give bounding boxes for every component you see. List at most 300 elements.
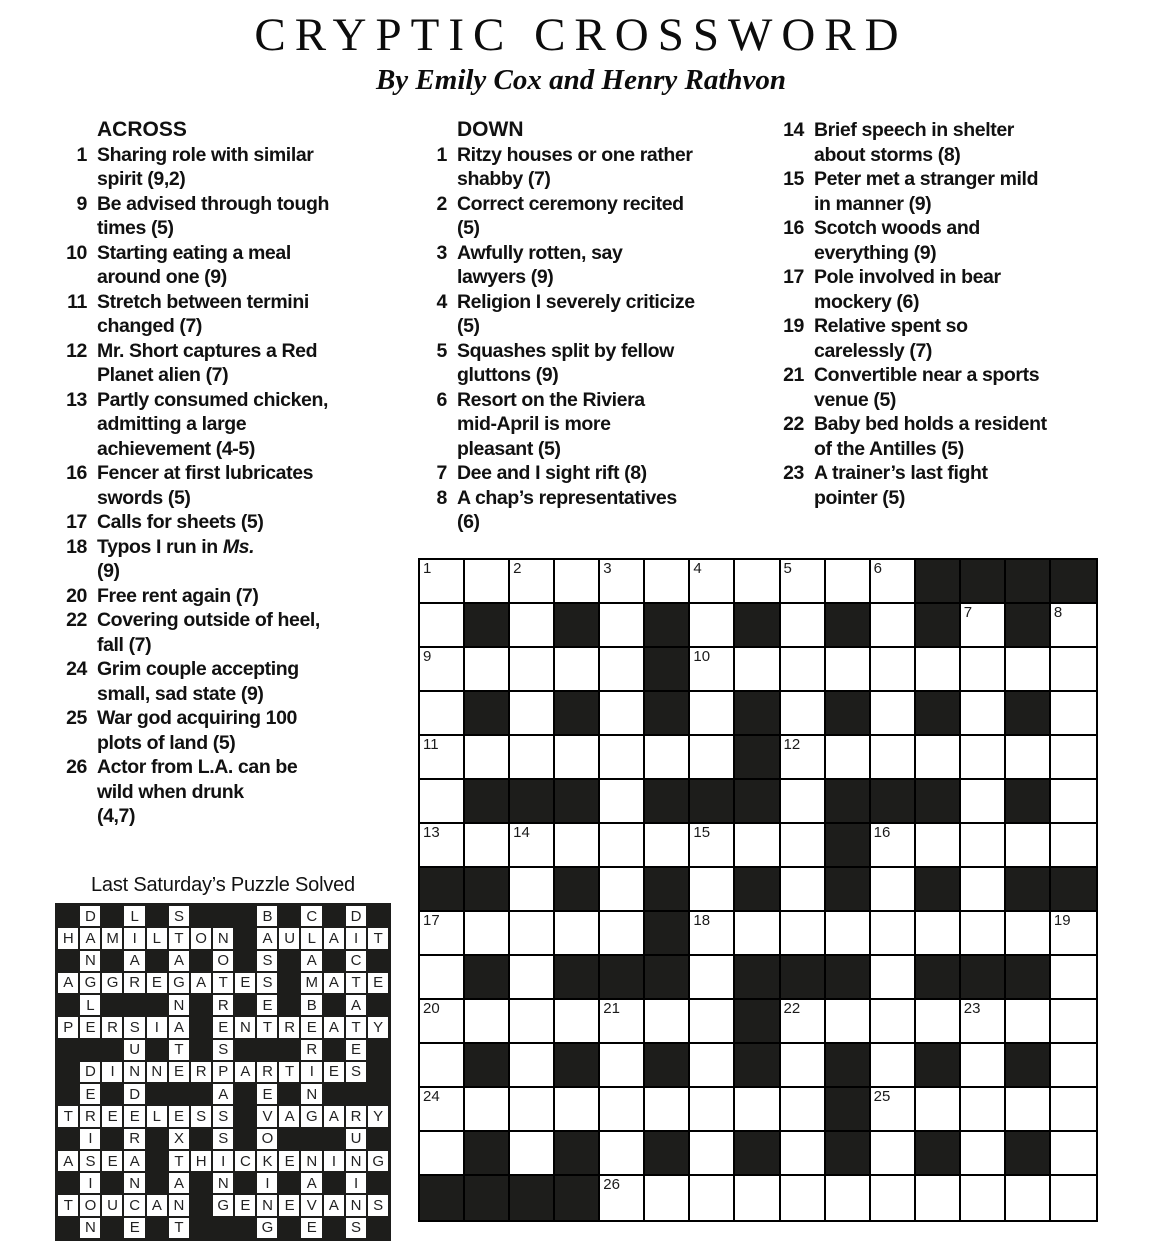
grid-cell[interactable]	[781, 1000, 826, 1044]
grid-cell[interactable]	[645, 1000, 690, 1044]
solved-letter: T	[63, 1108, 73, 1126]
grid-cell[interactable]	[1006, 1088, 1051, 1132]
grid-cell[interactable]	[465, 648, 510, 692]
grid-cell-black	[465, 604, 510, 648]
solved-letter: E	[240, 974, 250, 992]
grid-cell[interactable]	[871, 692, 916, 736]
grid-cell[interactable]	[510, 1088, 555, 1132]
grid-cell[interactable]	[420, 1132, 465, 1176]
grid-cell-black	[826, 956, 871, 1000]
solved-cell	[80, 1084, 100, 1104]
solved-letter: Y	[373, 1018, 383, 1036]
solved-cell-black	[102, 1084, 122, 1104]
grid-cell[interactable]	[735, 824, 780, 868]
solved-cell-black	[368, 906, 388, 926]
solved-cell	[102, 1151, 122, 1171]
grid-cell[interactable]	[871, 736, 916, 780]
grid-cell-black	[916, 956, 961, 1000]
solved-cell-black	[235, 1173, 255, 1193]
grid-cell[interactable]	[600, 648, 645, 692]
grid-cell-black	[645, 912, 690, 956]
grid-cell[interactable]	[916, 736, 961, 780]
grid-cell[interactable]	[690, 604, 735, 648]
clue-down-6	[415, 388, 753, 462]
grid-cell[interactable]	[1051, 912, 1096, 956]
solved-letter: N	[173, 1197, 184, 1215]
grid-cell[interactable]	[555, 648, 600, 692]
solved-letter: N	[262, 1197, 273, 1215]
solved-cell-black	[235, 1129, 255, 1149]
solved-cell	[169, 1129, 189, 1149]
grid-cell-black	[826, 1044, 871, 1088]
grid-cell[interactable]	[1051, 604, 1096, 648]
grid-cell[interactable]	[781, 692, 826, 736]
grid-cell[interactable]	[1051, 1044, 1096, 1088]
grid-cell[interactable]	[690, 1088, 735, 1132]
grid-cell[interactable]	[735, 1176, 780, 1220]
grid-cell-black	[555, 868, 600, 912]
grid-cell[interactable]	[871, 824, 916, 868]
solved-cell	[257, 928, 277, 948]
grid-cell[interactable]	[871, 868, 916, 912]
solved-letter: G	[106, 974, 118, 992]
grid-cell-black	[690, 780, 735, 824]
grid-cell-black	[826, 824, 871, 868]
grid-cell[interactable]	[961, 604, 1006, 648]
solved-cell	[147, 973, 167, 993]
solved-cell	[58, 973, 78, 993]
grid-cell[interactable]	[645, 560, 690, 604]
clue-across-17	[55, 510, 393, 535]
grid-cell[interactable]	[871, 560, 916, 604]
grid-cell[interactable]	[555, 1000, 600, 1044]
grid-cell-black	[645, 1044, 690, 1088]
solved-letter: R	[195, 1063, 207, 1081]
grid-cell[interactable]	[510, 692, 555, 736]
grid-cell[interactable]	[735, 912, 780, 956]
clue-down-5	[415, 339, 753, 388]
grid-cell[interactable]	[465, 1000, 510, 1044]
solved-letter: N	[350, 1152, 361, 1170]
solved-cell-black	[58, 1218, 78, 1238]
grid-cell[interactable]	[735, 1088, 780, 1132]
solved-cell	[191, 973, 211, 993]
clue-text: Scotch woods and everything (9)	[814, 217, 980, 264]
solved-letter: U	[350, 1130, 361, 1148]
grid-cell-black	[555, 1176, 600, 1220]
solved-cell	[324, 928, 344, 948]
grid-cell[interactable]	[871, 648, 916, 692]
grid-cell-black	[555, 956, 600, 1000]
solved-letter: G	[261, 1219, 273, 1237]
solved-cell	[147, 1195, 167, 1215]
grid-cell[interactable]	[420, 824, 465, 868]
grid-cell[interactable]	[420, 912, 465, 956]
grid-cell[interactable]	[645, 736, 690, 780]
grid-cell[interactable]	[510, 868, 555, 912]
solved-cell	[213, 1017, 233, 1037]
grid-cell[interactable]	[826, 560, 871, 604]
grid-cell[interactable]	[871, 1044, 916, 1088]
grid-cell[interactable]	[871, 1176, 916, 1220]
grid-cell[interactable]	[916, 824, 961, 868]
grid-cell[interactable]	[1051, 1132, 1096, 1176]
solved-cell-black	[324, 906, 344, 926]
grid-cell[interactable]	[781, 780, 826, 824]
solved-cell-black	[58, 1173, 78, 1193]
solved-letter: B	[306, 996, 317, 1014]
solved-letter: N	[129, 1174, 140, 1192]
grid-cell[interactable]	[465, 560, 510, 604]
grid-cell[interactable]	[1051, 1000, 1096, 1044]
grid-cell-black	[555, 1044, 600, 1088]
solved-cell-black	[80, 1040, 100, 1060]
cell-number: 21	[603, 1000, 620, 1017]
grid-cell[interactable]	[600, 736, 645, 780]
solved-letter: S	[218, 1108, 228, 1126]
solved-cell-black	[102, 906, 122, 926]
grid-cell[interactable]	[781, 604, 826, 648]
grid-cell[interactable]	[871, 604, 916, 648]
grid-cell[interactable]	[1006, 1176, 1051, 1220]
solved-cell	[102, 973, 122, 993]
grid-cell[interactable]	[645, 824, 690, 868]
solved-letter: N	[173, 996, 184, 1014]
grid-cell[interactable]	[916, 1176, 961, 1220]
clue-text: Starting eating a meal around one (9)	[97, 241, 291, 288]
solved-cell-black	[368, 1084, 388, 1104]
grid-cell[interactable]	[961, 1000, 1006, 1044]
grid-cell-black	[465, 1044, 510, 1088]
grid-cell[interactable]	[1006, 824, 1051, 868]
solved-letter: A	[173, 952, 184, 970]
clue-down-8	[415, 486, 753, 535]
grid-cell[interactable]	[510, 1000, 555, 1044]
clue-number: 9	[76, 192, 87, 215]
solved-cell-black	[235, 928, 255, 948]
grid-cell[interactable]	[1051, 692, 1096, 736]
solved-letter: T	[63, 1197, 73, 1215]
grid-cell[interactable]	[555, 736, 600, 780]
solved-cell	[124, 973, 144, 993]
solved-letter: R	[129, 974, 140, 992]
solved-letter: A	[85, 929, 95, 947]
grid-cell[interactable]	[465, 736, 510, 780]
grid-cell[interactable]	[690, 956, 735, 1000]
solved-cell	[235, 1151, 255, 1171]
solved-cell	[324, 973, 344, 993]
solved-letter: E	[85, 1085, 95, 1103]
grid-cell[interactable]	[961, 868, 1006, 912]
grid-cell[interactable]	[781, 1176, 826, 1220]
grid-cell[interactable]	[600, 1044, 645, 1088]
grid-cell[interactable]	[690, 648, 735, 692]
grid-cell[interactable]	[690, 692, 735, 736]
grid-cell[interactable]	[781, 1088, 826, 1132]
grid-cell[interactable]	[420, 692, 465, 736]
clue-text: War god acquiring 100 plots of land (5)	[97, 707, 297, 754]
grid-cell-black	[735, 1132, 780, 1176]
solved-letter: X	[173, 1130, 184, 1148]
grid-cell[interactable]	[961, 692, 1006, 736]
solved-letter: N	[217, 929, 229, 947]
clue-number: 21	[783, 364, 804, 386]
grid-cell[interactable]	[420, 1044, 465, 1088]
solved-cell	[301, 1017, 321, 1037]
grid-cell[interactable]	[600, 1000, 645, 1044]
grid-cell[interactable]	[690, 736, 735, 780]
grid-cell[interactable]	[600, 824, 645, 868]
solved-cell	[346, 1129, 366, 1149]
solved-cell-black	[213, 1218, 233, 1238]
solved-cell-black	[235, 995, 255, 1015]
solved-letter: S	[262, 952, 273, 970]
grid-cell-black	[510, 780, 555, 824]
grid-cell[interactable]	[690, 560, 735, 604]
solved-letter: E	[284, 1152, 295, 1170]
grid-cell[interactable]	[510, 912, 555, 956]
grid-cell[interactable]	[690, 1000, 735, 1044]
grid-cell[interactable]	[645, 1176, 690, 1220]
grid-cell[interactable]	[916, 1000, 961, 1044]
clue-number: 24	[66, 658, 87, 680]
clue-number: 10	[66, 241, 87, 264]
grid-cell[interactable]	[420, 604, 465, 648]
cell-number: 9	[423, 648, 432, 665]
solved-cell	[124, 928, 144, 948]
grid-cell[interactable]	[690, 1132, 735, 1176]
grid-cell[interactable]	[1006, 912, 1051, 956]
grid-cell[interactable]	[420, 648, 465, 692]
solved-letter: A	[351, 996, 361, 1014]
grid-cell[interactable]	[600, 780, 645, 824]
grid-cell[interactable]	[510, 604, 555, 648]
grid-cell[interactable]	[1051, 780, 1096, 824]
solved-cell	[368, 1151, 388, 1171]
grid-cell[interactable]	[420, 780, 465, 824]
solved-cell-black	[235, 1084, 255, 1104]
grid-cell[interactable]	[961, 824, 1006, 868]
grid-cell[interactable]	[826, 1000, 871, 1044]
solved-letter: R	[262, 1063, 273, 1081]
grid-cell[interactable]	[1051, 736, 1096, 780]
grid-cell-black	[645, 956, 690, 1000]
solved-cell-black	[279, 906, 299, 926]
solved-cell-black	[368, 1062, 388, 1082]
solved-cell	[58, 1195, 78, 1215]
solved-cell	[368, 1195, 388, 1215]
grid-cell[interactable]	[781, 868, 826, 912]
solved-letter: E	[85, 1018, 95, 1036]
grid-cell[interactable]	[961, 912, 1006, 956]
grid-cell[interactable]	[871, 1000, 916, 1044]
grid-cell[interactable]	[961, 780, 1006, 824]
grid-cell[interactable]	[1051, 824, 1096, 868]
grid-cell[interactable]	[600, 868, 645, 912]
grid-cell[interactable]	[871, 1132, 916, 1176]
solved-cell-black	[279, 995, 299, 1015]
grid-cell[interactable]	[510, 560, 555, 604]
grid-cell[interactable]	[420, 736, 465, 780]
grid-cell[interactable]	[826, 648, 871, 692]
clue-number: 18	[66, 535, 87, 558]
cell-number: 4	[693, 560, 702, 577]
solved-letter: A	[196, 974, 206, 992]
solved-cell	[346, 928, 366, 948]
solved-cell	[147, 1062, 167, 1082]
grid-cell[interactable]	[420, 1000, 465, 1044]
cell-number: 23	[963, 1000, 981, 1017]
grid-cell[interactable]	[826, 736, 871, 780]
grid-cell[interactable]	[826, 912, 871, 956]
grid-cell[interactable]	[1006, 736, 1051, 780]
grid-cell-black	[645, 780, 690, 824]
grid-cell[interactable]	[781, 912, 826, 956]
grid-cell-black	[555, 780, 600, 824]
grid-cell[interactable]	[961, 1088, 1006, 1132]
grid-cell[interactable]	[510, 736, 555, 780]
grid-cell[interactable]	[781, 1044, 826, 1088]
solved-cell	[346, 1106, 366, 1126]
solved-cell	[80, 973, 100, 993]
grid-cell-black	[735, 604, 780, 648]
grid-cell[interactable]	[871, 956, 916, 1000]
across-clue-list	[55, 143, 393, 829]
grid-cell[interactable]	[645, 1088, 690, 1132]
grid-cell[interactable]	[420, 956, 465, 1000]
across-clues-column	[55, 118, 393, 829]
grid-cell[interactable]	[735, 560, 780, 604]
grid-cell[interactable]	[510, 824, 555, 868]
clue-text: Resort on the Riviera mid-April is more pleasant (5)	[457, 388, 645, 460]
solved-letter: G	[217, 1197, 229, 1215]
grid-cell[interactable]	[600, 692, 645, 736]
grid-cell[interactable]	[510, 956, 555, 1000]
solved-cell	[346, 1218, 366, 1238]
grid-cell[interactable]	[781, 560, 826, 604]
solved-cell	[169, 973, 189, 993]
cell-number: 16	[873, 824, 891, 841]
grid-cell[interactable]	[420, 560, 465, 604]
solved-puzzle-heading: Last Saturday’s Puzzle Solved	[91, 874, 355, 896]
grid-cell[interactable]	[961, 1176, 1006, 1220]
grid-cell[interactable]	[961, 1132, 1006, 1176]
grid-cell[interactable]	[465, 912, 510, 956]
grid-cell[interactable]	[600, 1088, 645, 1132]
solved-letter: H	[62, 929, 74, 947]
solved-cell	[169, 1062, 189, 1082]
grid-cell[interactable]	[1051, 1088, 1096, 1132]
solved-letter: U	[284, 929, 295, 947]
clue-text: Partly consumed chicken, admitting a large achievement (4-5)	[97, 388, 328, 460]
grid-cell[interactable]	[600, 1176, 645, 1220]
solved-letter: L	[307, 929, 316, 947]
grid-cell[interactable]	[690, 1176, 735, 1220]
grid-cell[interactable]	[600, 912, 645, 956]
grid-cell[interactable]	[916, 648, 961, 692]
solved-letter: S	[129, 1018, 140, 1036]
solved-cell	[257, 1017, 277, 1037]
grid-cell[interactable]	[961, 648, 1006, 692]
grid-cell-black	[826, 692, 871, 736]
solved-letter: E	[351, 1041, 361, 1059]
grid-cell[interactable]	[961, 736, 1006, 780]
grid-cell[interactable]	[781, 824, 826, 868]
solved-cell	[80, 1218, 100, 1238]
grid-cell[interactable]	[1051, 956, 1096, 1000]
clue-down-4	[415, 290, 753, 339]
grid-cell[interactable]	[961, 1044, 1006, 1088]
grid-cell[interactable]	[781, 1132, 826, 1176]
grid-cell[interactable]	[600, 604, 645, 648]
grid-cell[interactable]	[916, 1088, 961, 1132]
clue-text: Covering outside of heel, fall (7)	[97, 609, 320, 656]
grid-cell[interactable]	[735, 648, 780, 692]
grid-cell[interactable]	[555, 824, 600, 868]
grid-cell[interactable]	[690, 824, 735, 868]
down-clue-list-continued	[772, 118, 1104, 510]
grid-cell[interactable]	[1006, 648, 1051, 692]
solved-letter: S	[218, 1130, 228, 1148]
grid-cell[interactable]	[510, 1044, 555, 1088]
grid-cell[interactable]	[1051, 1176, 1096, 1220]
grid-cell[interactable]	[690, 1044, 735, 1088]
grid-cell[interactable]	[555, 1088, 600, 1132]
grid-cell[interactable]	[1051, 648, 1096, 692]
solved-cell-black	[191, 1195, 211, 1215]
solved-letter: I	[221, 1152, 225, 1170]
solved-letter: Y	[373, 1108, 383, 1126]
grid-cell[interactable]	[1006, 1000, 1051, 1044]
grid-cell[interactable]	[600, 560, 645, 604]
grid-cell-black	[916, 868, 961, 912]
grid-cell[interactable]	[871, 1088, 916, 1132]
solved-cell-black	[58, 906, 78, 926]
grid-cell[interactable]	[420, 1088, 465, 1132]
grid-cell[interactable]	[871, 912, 916, 956]
grid-cell[interactable]	[555, 912, 600, 956]
grid-cell[interactable]	[781, 736, 826, 780]
grid-cell[interactable]	[465, 824, 510, 868]
solved-letter: N	[129, 1063, 140, 1081]
solved-cell-black	[235, 951, 255, 971]
grid-cell-black	[1006, 1132, 1051, 1176]
solved-letter: L	[130, 907, 139, 925]
clue-across-9	[55, 192, 393, 241]
grid-cell[interactable]	[465, 1088, 510, 1132]
clue-down_continued-23	[772, 461, 1104, 510]
grid-cell[interactable]	[781, 648, 826, 692]
grid-cell[interactable]	[826, 1176, 871, 1220]
solved-letter: N	[85, 1219, 96, 1237]
grid-cell[interactable]	[510, 1132, 555, 1176]
solved-letter: A	[173, 1018, 184, 1036]
solved-cell	[301, 951, 321, 971]
grid-cell[interactable]	[690, 868, 735, 912]
solved-cell	[257, 906, 277, 926]
grid-cell[interactable]	[510, 648, 555, 692]
grid-cell[interactable]	[555, 560, 600, 604]
solved-cell	[80, 928, 100, 948]
grid-cell[interactable]	[600, 1132, 645, 1176]
solved-cell-black	[147, 1151, 167, 1171]
down-header: DOWN	[457, 118, 524, 141]
solved-cell-black	[191, 1218, 211, 1238]
grid-cell[interactable]	[690, 912, 735, 956]
solved-cell-black	[191, 1129, 211, 1149]
grid-cell[interactable]	[916, 912, 961, 956]
solved-cell	[346, 1195, 366, 1215]
